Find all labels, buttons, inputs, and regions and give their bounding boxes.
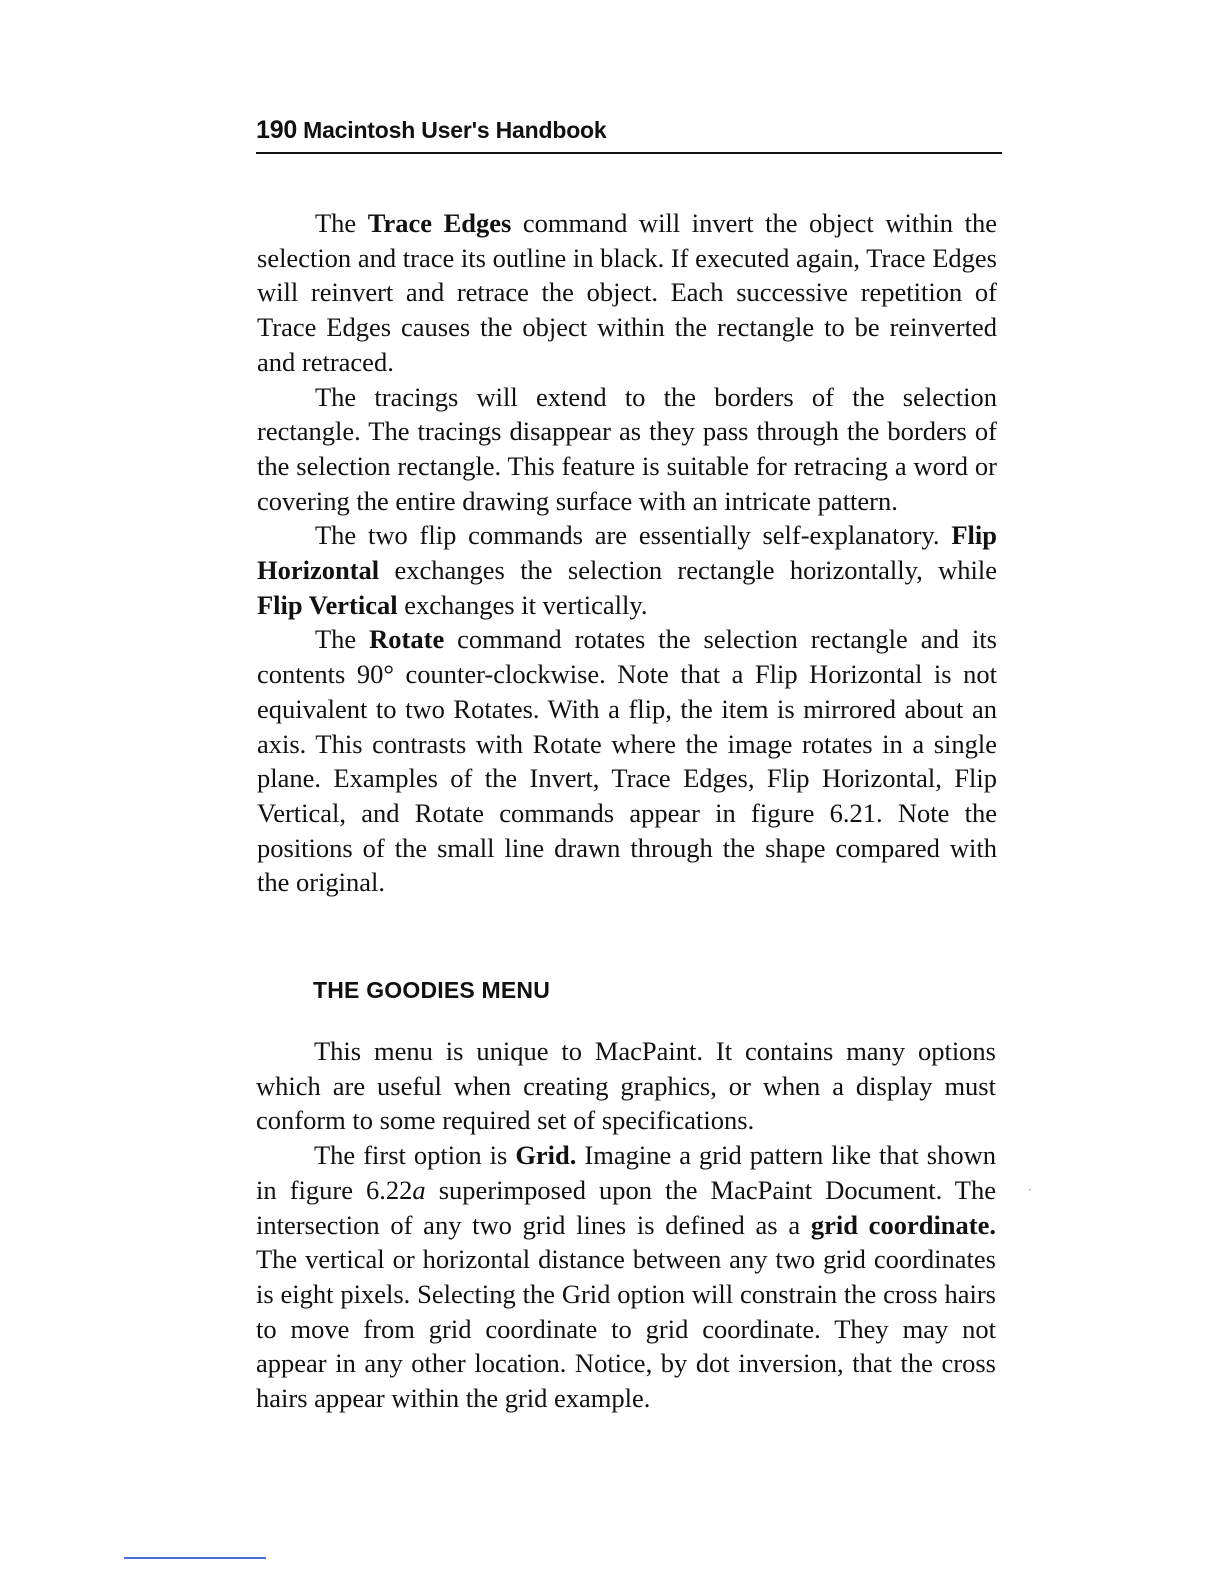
term-flip-horizontal: Flip Horizontal bbox=[257, 520, 997, 586]
paragraph-tracings: The tracings will extend to the borders of the selection rectangle. The tracings disappear as they pass through the borders of the selection rectangle. This feature is suitable for retracing a word or covering the entire drawing surface with an intricate pattern. bbox=[257, 381, 997, 516]
term-rotate: Rotate bbox=[369, 624, 445, 655]
paragraph-goodies-intro: This menu is unique to MacPaint. It contains many options which are useful when creating graphics, or when a display must conform to some required set of specifications. bbox=[256, 1036, 996, 1136]
book-title: Macintosh User's Handbook bbox=[303, 117, 607, 143]
paragraph-rotate bbox=[257, 622, 997, 900]
text-run: The two flip commands are essentially self-explanatory. bbox=[315, 520, 952, 551]
text-run: The first option is bbox=[314, 1140, 516, 1171]
body-text-section-1 bbox=[257, 206, 997, 900]
text-run: command rotates the selection rectangle and its contents 90° counter-clockwise. Note that a Flip Horizontal is not equivalent to two Rotates. With a flip, the item is mirrored about an axis. This contrasts with Rotate where the image rotates in a single plane. Examples of the Invert, Trace Edges, Flip Horizontal, Flip Vertical, and Rotate commands appear in figure 6.21. Note the positions of the small line drawn through the shape compared with the original. bbox=[257, 624, 997, 898]
page-number: 190 bbox=[256, 116, 298, 144]
figure-suffix: a bbox=[412, 1174, 426, 1205]
running-header bbox=[256, 112, 1002, 154]
term-flip-vertical: Flip Vertical bbox=[257, 589, 398, 620]
scan-speck: · bbox=[1028, 1183, 1032, 1197]
text-run: exchanges it vertically. bbox=[397, 589, 648, 620]
text-run: The bbox=[315, 208, 368, 238]
paragraph-flip-commands bbox=[257, 518, 997, 622]
term-grid-coordinate: grid coordinate. bbox=[810, 1209, 997, 1240]
text-run: The vertical or horizontal distance between any two grid coordinates is eight pixels. Selecting the Grid option will constrain the cross hairs to move from grid coordinate to grid coordinate. They may not appear in any other location. Notice, by dot inversion, that the cross hairs appear within the grid example. bbox=[256, 1244, 996, 1414]
text-run: The bbox=[315, 624, 370, 655]
term-grid: Grid. bbox=[515, 1140, 577, 1171]
paragraph-grid bbox=[256, 1138, 996, 1416]
text-run: command will invert the object within the selection and trace its outline in black. If executed again, Trace Edges will reinvert and retrace the object. Each successive repetition of Trace Edges causes the object within the rectangle to be reinverted and retraced. bbox=[257, 208, 997, 377]
text-run: superimposed upon the MacPaint Document. The intersection of any two grid lines is defined as a bbox=[256, 1174, 996, 1240]
body-text-section-2 bbox=[256, 1034, 996, 1416]
paragraph-trace-edges bbox=[257, 206, 997, 380]
section-heading-goodies-menu: THE GOODIES MENU bbox=[313, 977, 551, 1003]
text-run: exchanges the selection rectangle horizontally, while bbox=[379, 555, 997, 586]
text-run: Imagine a grid pattern like that shown in figure 6.22 bbox=[256, 1140, 996, 1205]
scan-edge-rule bbox=[124, 1557, 266, 1559]
term-trace-edges: Trace Edges bbox=[367, 208, 512, 238]
